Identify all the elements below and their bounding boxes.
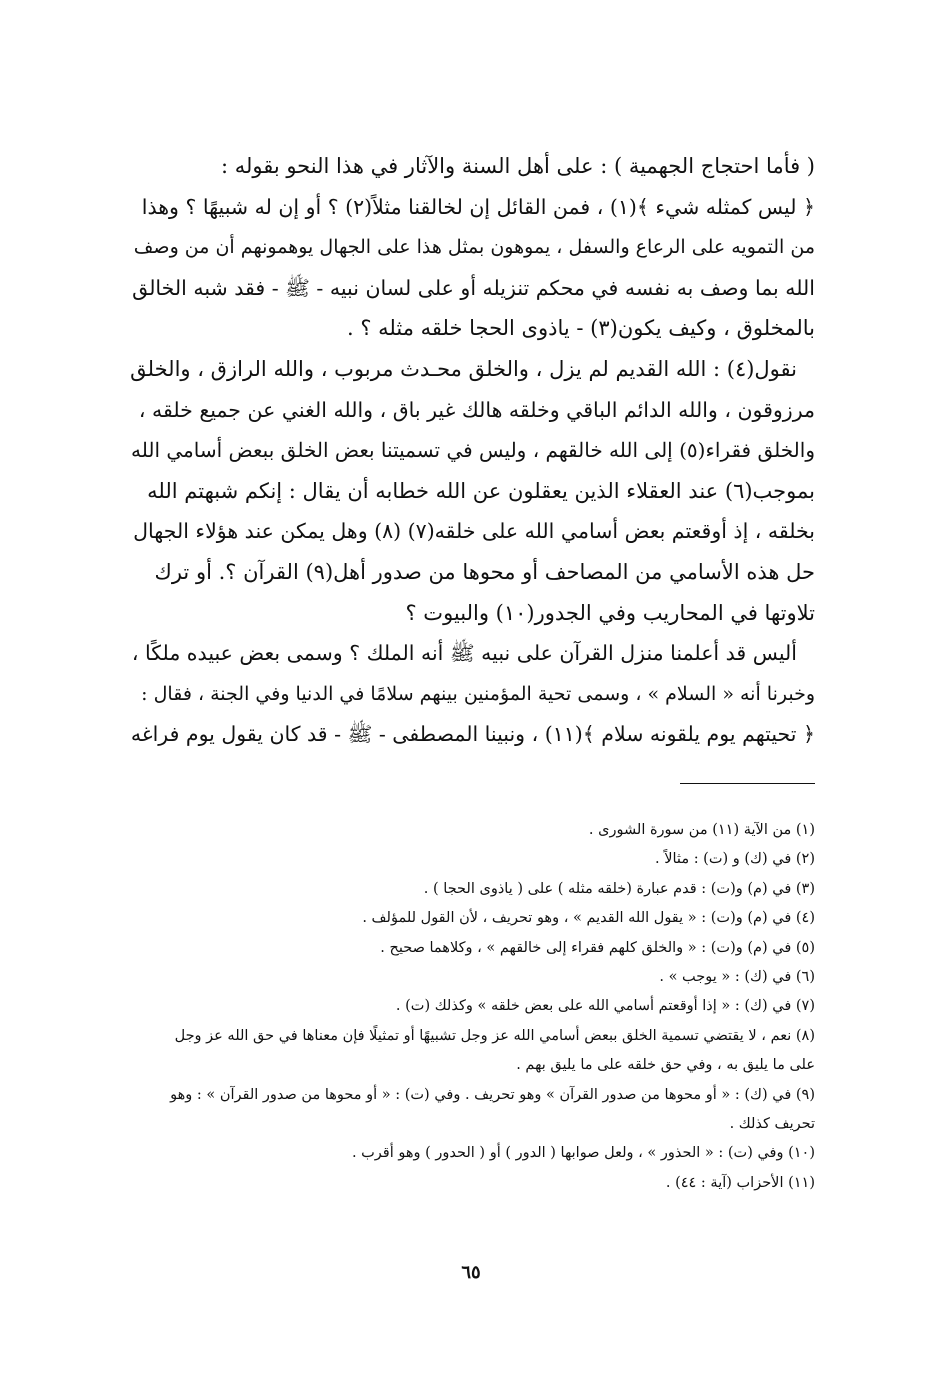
text-line: أليس قد أعلمنا منزل القرآن على نبيه ﷺ أنه الملك ؟ وسمى بعض عبيده ملكًا ، <box>131 641 797 666</box>
footnote: (٨) نعم ، لا يقتضي تسمية الخلق ببعض أسامي الله عز وجل تشبيهًا أو تمثيلًا فإن معناها في حق الله عز وجل <box>174 1027 815 1044</box>
footnote: (١٠) وفي (ت) : « الحذور » ، ولعل صوابها ( الدور ) أو ( الحدور ) وهو أقرب . <box>351 1145 815 1162</box>
footnote: (٣) في (م) و(ت) : قدم عبارة (خلقه مثله ) على ( ياذوى الحجا ) . <box>423 880 815 897</box>
text-line: حل هذه الأسامي من المصاحف أو محوها من صدور أهل(٩) القرآن ؟. أو ترك <box>154 559 815 584</box>
footnote-separator <box>680 783 815 784</box>
text-line: تلاوتها في المحاريب وفي الجدور(١٠) والبيوت ؟ <box>405 600 815 625</box>
text-line: بخلقه ، إذ أوقعتم بعض أسامي الله على خلقه(٧) (٨) وهل يمكن عند هؤلاء الجهال <box>133 519 815 544</box>
text-line: مرزوقون ، والله الدائم الباقي وخلقه هالك غير باق ، والله الغني عن جميع خلقه ، <box>138 397 815 422</box>
footnote: (٥) في (م) و(ت) : « والخلق كلهم فقراء إلى خالقهم » ، وكلاهما صحيح . <box>380 939 815 956</box>
text-line: الله بما وصف به نفسه في محكم تنزيله أو على لسان نبيه - ﷺ - فقد شبه الخالق <box>132 275 815 300</box>
footnote: (٧) في (ك) : « إذا أوقعتم أسامي الله على بعض خلقه » وكذلك (ت) . <box>395 998 815 1015</box>
text-line: بموجب(٦) عند العقلاء الذين يعقلون عن الله خطابه أن يقال : إنكم شبهتم الله <box>147 478 815 503</box>
text-line: والخلق فقراء(٥) إلى الله خالقهم ، وليس في تسميتنا بعض الخلق ببعض أسامي الله <box>131 438 815 463</box>
text-line: بالمخلوق ، وكيف يكون(٣) - ياذوى الحجا خلقه مثله ؟ . <box>346 316 815 341</box>
footnote: (٢) في (ك) و (ت) : مثالاً . <box>655 851 815 868</box>
text-line: ﴿ تحيتهم يوم يلقونه سلام ﴾(١١) ، ونبينا المصطفى - ﷺ - قد كان يقول يوم فراغه <box>130 722 815 747</box>
main-text <box>130 146 815 755</box>
footnote-continuation: على ما يليق به ، وفي حق خلقه على ما يليق بهم . <box>516 1057 815 1074</box>
text-line: ( فأما احتجاج الجهمية ) : على أهل السنة والآثار في هذا النحو بقوله : <box>220 154 815 178</box>
paragraph-2 <box>130 349 815 633</box>
text-line: وخبرنا أنه « السلام » ، وسمى تحية المؤمنين بينهم سلامًا في الدنيا وفي الجنة ، فقال : <box>141 682 815 705</box>
footnote: (٦) في (ك) : « يوجب » . <box>659 969 815 986</box>
footnotes <box>130 816 815 1198</box>
text-line: نقول(٤) : الله القديم لم يزل ، والخلق محـدث مربوب ، والله الرازق ، والخلق <box>130 356 797 381</box>
paragraph-3 <box>130 633 815 755</box>
footnote: (٩) في (ك) : « أو محوها من صدور القرآن » وهو تحريف . وفي (ت) : « أو محوها من صدور القرآن » : وهو <box>170 1086 815 1103</box>
footnote: (١١) الأحزاب (آية : ٤٤) . <box>665 1174 815 1191</box>
footnote-continuation: تحريف كذلك . <box>729 1116 815 1133</box>
page-number: ٦٥ <box>461 1262 481 1283</box>
footnote: (٤) في (م) و(ت) : « يقول الله القديم » ، وهو تحريف ، لأن القول للمؤلف . <box>362 910 815 927</box>
footnote: (١) من الآية (١١) من سورة الشورى . <box>588 822 815 838</box>
text-line: من التمويه على الرعاع والسفل ، يموهون بمثل هذا على الجهال يوهمونهم أن من وصف <box>133 236 815 259</box>
paragraph-1 <box>130 146 815 349</box>
text-line: ﴿ ليس كمثله شيء ﴾(١) ، فمن القائل إن لخالقنا مثلاً(٢) ؟ أو إن له شبيهًا ؟ وهذا <box>141 194 815 219</box>
